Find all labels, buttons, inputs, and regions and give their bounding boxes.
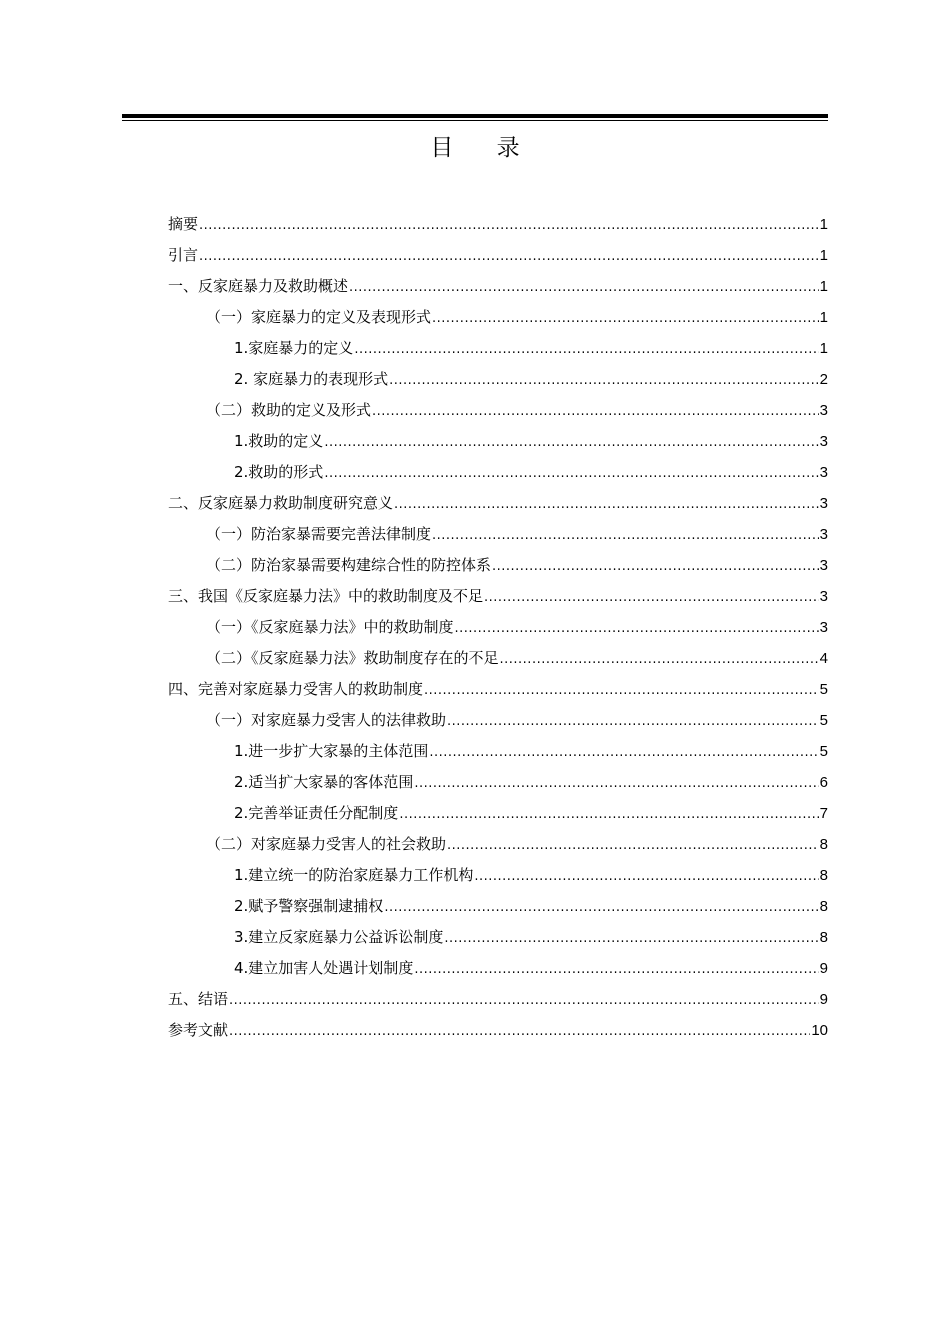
toc-entry-page: 9 (819, 991, 828, 1008)
toc-entry-label: 1.进一步扩大家暴的主体范围 (234, 742, 429, 760)
toc-entry-label: （一）对家庭暴力受害人的法律救助 (206, 711, 447, 729)
toc-entry-label: （二）对家庭暴力受害人的社会救助 (206, 835, 447, 853)
toc-entry-page: 5 (819, 743, 828, 760)
toc-entry-page: 1 (819, 216, 828, 233)
toc-dot-leader (455, 613, 819, 644)
toc-entry[interactable] (168, 519, 828, 550)
toc-entry[interactable] (168, 271, 828, 302)
toc-entry[interactable] (168, 395, 828, 426)
toc-entry-label: 三、我国《反家庭暴力法》中的救助制度及不足 (168, 587, 484, 605)
toc-entry[interactable] (168, 953, 828, 984)
toc-entry-label: 1.建立统一的防治家庭暴力工作机构 (234, 866, 474, 884)
toc-entry[interactable] (168, 302, 828, 333)
toc-dot-leader (384, 892, 818, 923)
toc-entry[interactable] (168, 922, 828, 953)
toc-dot-leader (492, 551, 819, 582)
toc-entry[interactable] (168, 643, 828, 674)
toc-entry[interactable] (168, 798, 828, 829)
toc-entry-page: 1 (819, 340, 828, 357)
toc-entry-label: 四、完善对家庭暴力受害人的救助制度 (168, 680, 424, 698)
header-rule-thick (122, 114, 828, 118)
toc-entry-page: 3 (819, 495, 828, 512)
toc-entry[interactable] (168, 333, 828, 364)
toc-dot-leader (394, 489, 819, 520)
toc-entry-label: 2.救助的形式 (234, 463, 324, 481)
toc-entry-label: （一）家庭暴力的定义及表现形式 (206, 308, 432, 326)
toc-dot-leader (229, 1016, 810, 1047)
toc-entry[interactable] (168, 891, 828, 922)
toc-entry[interactable] (168, 705, 828, 736)
toc-dot-leader (414, 768, 818, 799)
toc-entry-page: 3 (819, 402, 828, 419)
toc-entry[interactable] (168, 674, 828, 705)
toc-entry[interactable] (168, 581, 828, 612)
toc-entry-label: （二）防治家暴需要构建综合性的防控体系 (206, 556, 492, 574)
header-rule-thin (122, 120, 828, 121)
toc-title: 目 录 (430, 135, 538, 161)
toc-entry[interactable] (168, 736, 828, 767)
toc-entry-page: 5 (819, 681, 828, 698)
toc-entry-page: 3 (819, 433, 828, 450)
toc-entry-label: 引言 (168, 246, 199, 264)
toc-entry-label: 2.适当扩大家暴的客体范围 (234, 773, 414, 791)
toc-entry[interactable] (168, 612, 828, 643)
toc-dot-leader (389, 365, 819, 396)
toc-entry-label: 二、反家庭暴力救助制度研究意义 (168, 494, 394, 512)
toc-entry[interactable] (168, 488, 828, 519)
toc-entry-label: 一、反家庭暴力及救助概述 (168, 277, 349, 295)
toc-entry-label: 五、结语 (168, 990, 229, 1008)
toc-dot-leader (429, 737, 818, 768)
toc-entry[interactable] (168, 984, 828, 1015)
toc-entry-label: 2. 家庭暴力的表现形式 (234, 370, 389, 388)
toc-entry-page: 3 (819, 588, 828, 605)
toc-entry[interactable] (168, 457, 828, 488)
toc-entry-label: 3.建立反家庭暴力公益诉讼制度 (234, 928, 444, 946)
toc-entry-label: （二）救助的定义及形式 (206, 401, 372, 419)
table-of-contents (168, 209, 828, 1046)
toc-entry-page: 4 (819, 650, 828, 667)
toc-dot-leader (444, 923, 818, 954)
toc-entry[interactable] (168, 209, 828, 240)
toc-entry-page: 6 (819, 774, 828, 791)
toc-dot-leader (372, 396, 819, 427)
toc-dot-leader (484, 582, 819, 613)
toc-entry-page: 5 (819, 712, 828, 729)
toc-entry-page: 7 (819, 805, 828, 822)
toc-entry[interactable] (168, 860, 828, 891)
toc-entry-page: 3 (819, 557, 828, 574)
toc-entry-label: 4.建立加害人处遇计划制度 (234, 959, 414, 977)
toc-entry-page: 8 (819, 867, 828, 884)
toc-entry-page: 1 (819, 247, 828, 264)
toc-dot-leader (474, 861, 818, 892)
toc-entry[interactable] (168, 829, 828, 860)
toc-entry[interactable] (168, 550, 828, 581)
toc-dot-leader (354, 334, 818, 365)
toc-entry[interactable] (168, 240, 828, 271)
toc-dot-leader (349, 272, 819, 303)
toc-entry-page: 8 (819, 929, 828, 946)
toc-dot-leader (447, 830, 819, 861)
toc-entry-page: 10 (811, 1022, 828, 1039)
toc-entry-page: 1 (819, 309, 828, 326)
toc-entry-page: 8 (819, 898, 828, 915)
toc-dot-leader (424, 675, 819, 706)
toc-entry-page: 2 (819, 371, 828, 388)
toc-entry-label: 2.赋予警察强制逮捕权 (234, 897, 384, 915)
toc-entry[interactable] (168, 426, 828, 457)
toc-dot-leader (324, 427, 818, 458)
toc-dot-leader (500, 644, 819, 675)
toc-entry[interactable] (168, 364, 828, 395)
toc-entry-page: 8 (819, 836, 828, 853)
toc-dot-leader (432, 303, 819, 334)
toc-dot-leader (199, 241, 819, 272)
toc-entry-page: 1 (819, 278, 828, 295)
toc-entry-label: 摘要 (168, 215, 199, 233)
toc-entry-page: 3 (819, 619, 828, 636)
toc-entry-page: 9 (819, 960, 828, 977)
toc-entry-label: （一）《反家庭暴力法》中的救助制度 (206, 618, 454, 636)
toc-entry[interactable] (168, 1015, 828, 1046)
toc-entry-label: （一）防治家暴需要完善法律制度 (206, 525, 432, 543)
toc-entry-label: （二）《反家庭暴力法》救助制度存在的不足 (206, 649, 499, 667)
toc-dot-leader (324, 458, 818, 489)
toc-entry[interactable] (168, 767, 828, 798)
toc-entry-page: 3 (819, 464, 828, 481)
toc-dot-leader (229, 985, 819, 1016)
toc-dot-leader (447, 706, 819, 737)
toc-entry-page: 3 (819, 526, 828, 543)
toc-dot-leader (414, 954, 818, 985)
toc-entry-label: 1.救助的定义 (234, 432, 324, 450)
toc-entry-label: 参考文献 (168, 1021, 229, 1039)
toc-dot-leader (199, 210, 819, 241)
toc-entry-label: 2.完善举证责任分配制度 (234, 804, 399, 822)
toc-entry-label: 1.家庭暴力的定义 (234, 339, 354, 357)
toc-dot-leader (399, 799, 818, 830)
toc-dot-leader (432, 520, 819, 551)
